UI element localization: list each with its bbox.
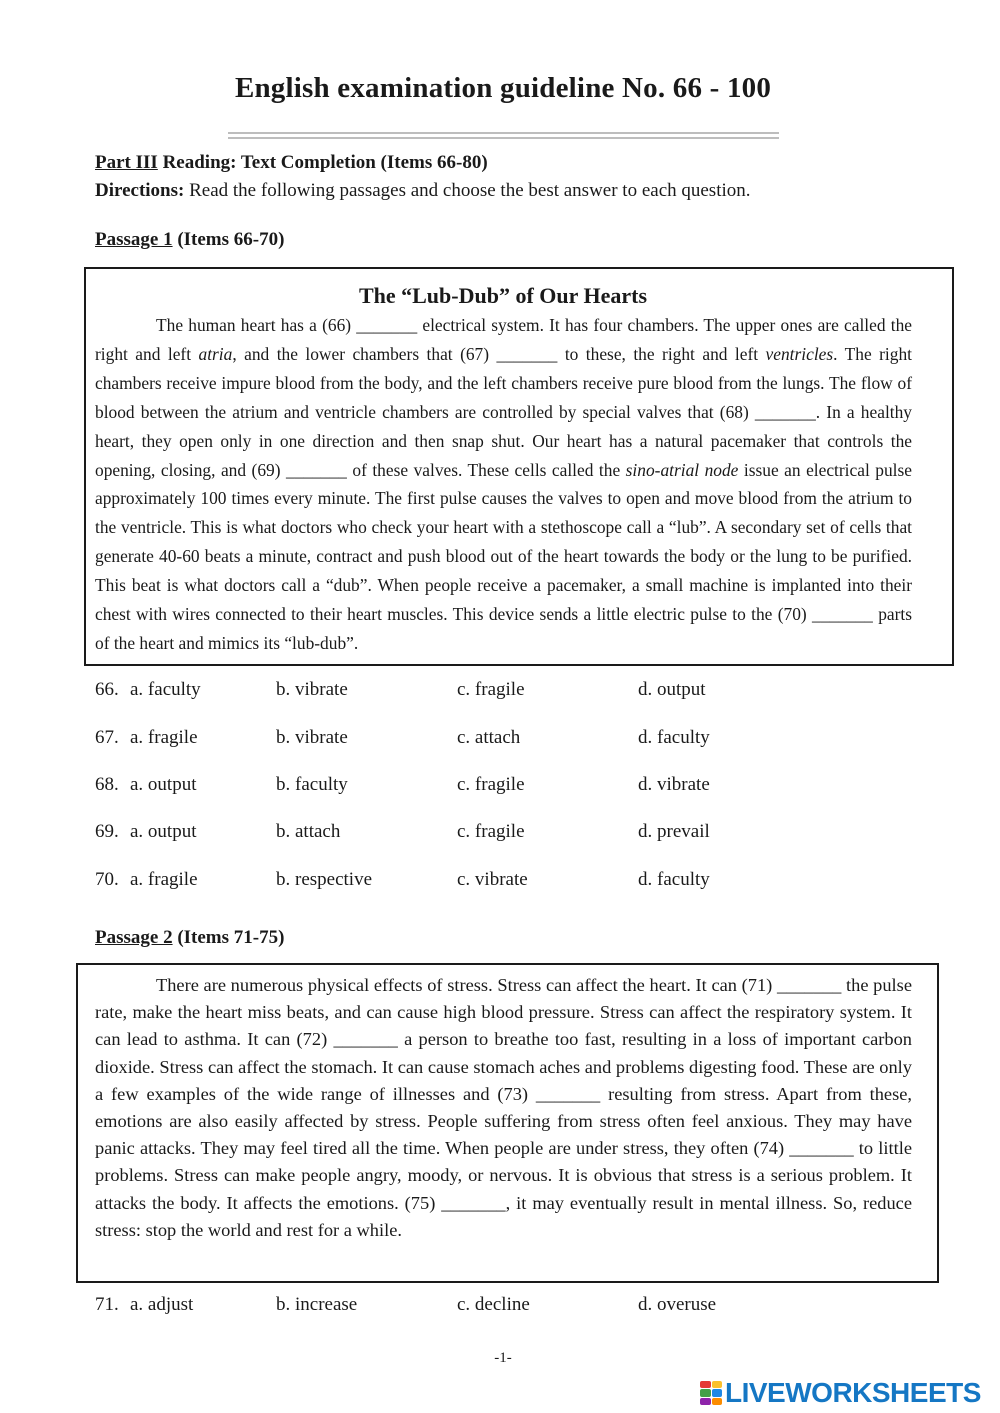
option-c[interactable]: c. attach [457,727,521,748]
option-d[interactable]: d. faculty [638,869,710,890]
option-b[interactable]: b. increase [276,1294,358,1315]
option-d[interactable]: d. faculty [638,727,710,748]
option-a[interactable]: a. faculty [130,679,201,700]
part-title: Reading: Text Completion (Items 66-80) [162,152,488,173]
passage2-text: There are numerous physical effects of stress. Stress can affect the heart. It can (71) _______ the pulse rate, make the heart miss beats, and can cause high blood pressure. Stress can affect the respiratory system. It can lead to asthma. It can (72) _______ a person to breathe too fast, resulting in a loss of important carbon dioxide. Stress can affect the stomach. It can cause stomach aches and problems digesting food. These are only a few examples of the wide range of illnesses and (73) _______ resulting from stress. Apart from these, emotions are also easily affected by stress. People suffering from stress often feel anxious. They may have panic attacks. They may feel tired all the time. When people are under stress, they often (74) _______ to little problems. Stress can make people angry, moody, or nervous. It is obvious that stress is a serious problem. It attacks the body. It affects the emotions. (75) _______, it may eventually result in mental illness. So, reduce stress: stop the world and rest for a while. [95,975,912,1240]
passage1-items: (Items 66-70) [177,229,285,250]
option-d[interactable]: d. vibrate [638,774,710,795]
passage1-heading [95,229,284,251]
part-heading [95,152,488,174]
option-b[interactable]: b. vibrate [276,679,348,700]
page-title: English examination guideline No. 66 - 100 [234,72,772,104]
option-b[interactable]: b. respective [276,869,373,890]
page-number: -1- [494,1350,512,1366]
passage1-text: The human heart has a (66) _______ electrical system. It has four chambers. The upper ones are called the right and left atria, and the lower chambers that (67) _______ to these, the right and left ventricles. The right chambers receive impure blood from the body, and the left chambers receive pure blood from the lungs. The flow of blood between the atrium and ventricle chambers are controlled by special valves that (68) _______. In a healthy heart, they open only in one direction and then snap shut. Our heart has a natural pacemaker that controls the opening, closing, and (69) _______ of these valves. These cells called the sino-atrial node issue an electrical pulse approximately 100 times every minute. The first pulse causes the valves to open and move blood from the atrium to the ventricle. This is what doctors who check your heart with a stethoscope call a “lub”. A secondary set of cells that generate 40-60 beats a minute, contract and push blood out of the heart towards the body or the lung to be purified. This beat is what doctors call a “dub”. When people receive a pacemaker, a small machine is implanted into their chest with wires connected to their heart muscles. This device sends a little electric pulse to the (70) _______ parts of the heart and mimics its “lub-dub”. [95,315,912,653]
option-b[interactable]: b. faculty [276,774,348,795]
option-a[interactable]: a. adjust [130,1294,194,1315]
option-c[interactable]: c. fragile [457,774,525,795]
liveworksheets-icon [700,1381,722,1405]
option-c[interactable]: c. vibrate [457,869,528,890]
option-c[interactable]: c. decline [457,1294,530,1315]
passage1-label: Passage 1 [95,229,173,250]
passage2-items: (Items 71-75) [177,927,285,948]
option-a[interactable]: a. fragile [130,727,198,748]
passage2-label: Passage 2 [95,927,173,948]
option-b[interactable]: b. vibrate [276,727,348,748]
liveworksheets-logo[interactable] [700,1376,981,1410]
logo-text: LIVEWORKSHEETS [725,1377,981,1408]
option-c[interactable]: c. fragile [457,821,525,842]
option-a[interactable]: a. fragile [130,869,198,890]
directions-label: Directions: [95,180,185,201]
option-d[interactable]: d. output [638,679,706,700]
option-b[interactable]: b. attach [276,821,341,842]
directions-text: Read the following passages and choose the best answer to each question. [189,180,751,201]
passage1-title: The “Lub-Dub” of Our Hearts [358,283,648,308]
option-a[interactable]: a. output [130,821,197,842]
option-a[interactable]: a. output [130,774,197,795]
option-c[interactable]: c. fragile [457,679,525,700]
option-d[interactable]: d. prevail [638,821,710,842]
option-d[interactable]: d. overuse [638,1294,717,1315]
part-label: Part III [95,152,158,173]
passage2-heading [95,927,284,949]
directions [95,180,751,202]
title-divider [228,132,779,139]
